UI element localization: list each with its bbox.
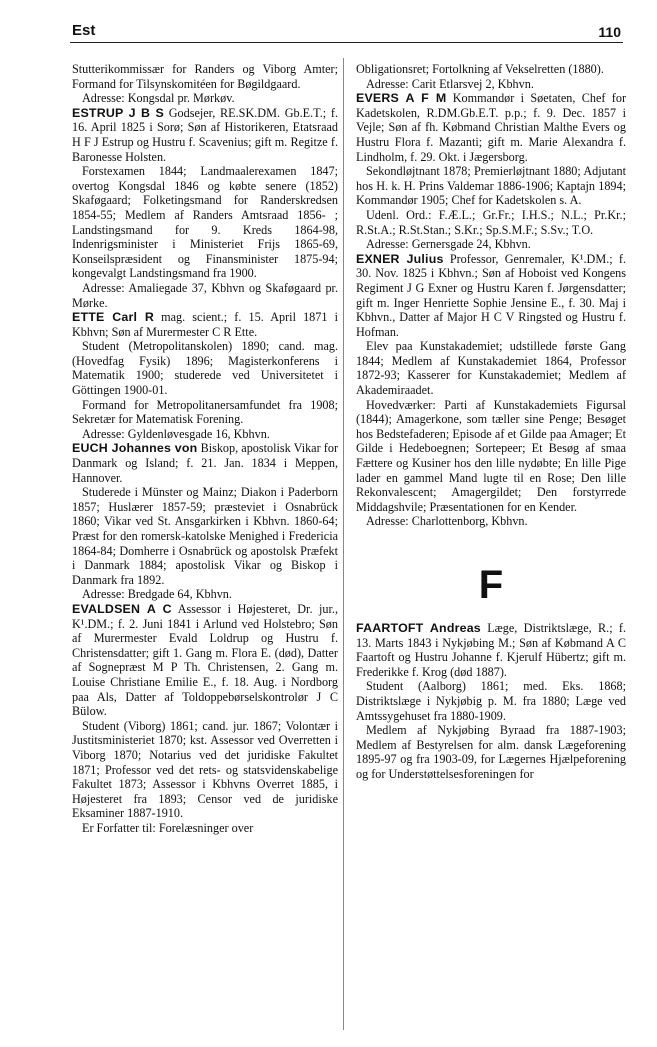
entry-paragraph: Studerede i Münster og Mainz; Diakon i Paderborn 1857; Huslærer 1857-59; præsteviet i Osnabrück 1860; Vikar ved St. Ansgarkirken i Kbhvn. 1860-64; Præst for den romersk-katolske Menighed i Fredericia 1864-84; Domherre i Osnabrück og apostolsk Præfekt i Danmark 1884; apostolisk Vikar og Biskop i Danmark fra 1892. bbox=[72, 485, 338, 587]
entry-intro: Kommandør i Søetaten, Chef for Kadetskolen, R.DM.Gb.E.T. p.p.; f. 9. Dec. 1857 i Vejle; Søn af fh. Købmand Christian Malthe Evers og Hustru Flora f. Mazanti; gift m. Marie Alexandra f. Lindholm, f. 29. Okt. i Jægersborg. bbox=[356, 91, 627, 164]
entry-exner bbox=[356, 252, 626, 529]
entry-address: Adresse: Gyldenløvesgade 16, Kbhvn. bbox=[82, 426, 270, 441]
entry-paragraph: Elev paa Kunstakademiet; udstillede første Gang 1844; Medlem af Kunstakademiet 1864, Professor 1872-93; Kasserer for Kunstakademiet; Medlem af Akademiraadet. bbox=[356, 339, 626, 398]
entry-intro: Biskop, apostolisk Vikar for Danmark og Island; f. 21. Jan. 1834 i Meppen, Hannover. bbox=[72, 441, 338, 485]
entry-headword: ETTE Carl R bbox=[72, 310, 154, 325]
entry-faartoft bbox=[356, 621, 626, 782]
entry-headword: FAARTOFT Andreas bbox=[356, 621, 481, 635]
entry-headword: EXNER Julius bbox=[356, 251, 444, 266]
entry-evers bbox=[356, 91, 626, 252]
entry-paragraph: Student (Aalborg) 1861; med. Eks. 1868; Distriktslæge i Nykjøbig p. M. fra 1880; Læge ved Amtssygehuset fra 1880-1909. bbox=[356, 679, 626, 723]
running-header bbox=[70, 14, 623, 43]
continued-entry bbox=[356, 62, 626, 91]
entry-paragraph: Sekondløjtnant 1878; Premierløjtnant 1880; Adjutant hos H. k. H. Prins Valdemar 1886-1906; Kaptajn 1894; Kommandør 1905; Chef for Kadetskolen s. A. bbox=[356, 164, 626, 208]
left-column bbox=[72, 62, 338, 835]
entry-headword: EUCH Johannes von bbox=[72, 441, 198, 456]
entry-headword: ESTRUP J B S bbox=[72, 105, 164, 120]
entry-headword: EVERS A F M bbox=[356, 91, 447, 106]
entry-estrup bbox=[72, 106, 338, 310]
entry-address: Adresse: Charlottenborg, Kbhvn. bbox=[366, 514, 528, 529]
entry-address: Adresse: Gernersgade 24, Kbhvn. bbox=[366, 237, 531, 252]
entry-address: Adresse: Bredgade 64, Kbhvn. bbox=[82, 587, 232, 602]
continued-text: Obligationsret; Fortolkning af Vekselretten (1880). bbox=[356, 62, 604, 76]
entry-paragraph: Udenl. Ord.: F.Æ.L.; Gr.Fr.; I.H.S.; N.L.; Pr.Kr.; R.St.A.; R.St.Stan.; S.Kr.; Sp.S.M.F.; S.Sv.; T.O. bbox=[356, 207, 626, 237]
entry-paragraph: Er Forfatter til: Forelæsninger over bbox=[82, 820, 254, 835]
entry-evaldsen bbox=[72, 602, 338, 836]
entry-headword: EVALDSEN A C bbox=[72, 601, 172, 616]
entry-paragraph: Medlem af Nykjøbing Byraad fra 1887-1903; Medlem af Bestyrelsen for alm. dansk Lægeforening 1895-97 og fra 1903-09, for Lægernes Hjælpeforening og for Understøttelsesforeningen for bbox=[356, 723, 626, 781]
entry-paragraph: Hovedværker: Parti af Kunstakademiets Figursal (1844); Amagerkone, som tæller sine Penge; Besøget hos Bedstefaderen; Episode af et Gilde paa Amager; Et Gilde i Hedeboegnen; Sortepeer; Et Besøg af smaa Fættere og Kusiner hos den lille nydøbte; En lille Pige lader en gammel Mand lugte til en Rose; Den lille Rekonvalescent; Amagergildet; Den forstyrrede Middagshvile; Præsentationen for en Kender. bbox=[356, 397, 626, 514]
section-letter: F bbox=[478, 563, 504, 607]
entry-intro: Godsejer, RE.SK.DM. Gb.E.T.; f. 16. April 1825 i Sorø; Søn af Historikeren, Etatsraad H F J Estrup og Hustru f. Scavenius; gift m. Regitze f. Baronesse Holsten. bbox=[72, 105, 339, 164]
entry-address: Adresse: Amaliegade 37, Kbhvn og Skaføgaard pr. Mørke. bbox=[72, 280, 338, 310]
continued-entry bbox=[72, 62, 338, 106]
entry-intro: mag. scient.; f. 15. April 1871 i Kbhvn; Søn af Murermester C R Ette. bbox=[72, 310, 338, 339]
running-head: Est bbox=[72, 22, 96, 39]
entry-intro: Assessor i Højesteret, Dr. jur., K¹.DM.; f. 2. Juni 1841 i Arlund ved Holstebro; Søn af Murermester Evald Loldrup og Hustru f. Christensdatter; gift 1. Gang m. Flora E. (død), Datter af Sognepræst M P Th. Christensen, 2. Gang m. Louise Christiane Emilie E., f. 18. Aug. i Nordborg paa Als, Datter af Toldoppebørselskontrolør J C Bülow. bbox=[72, 601, 339, 719]
entry-paragraph: Student (Viborg) 1861; cand. jur. 1867; Volontær i Justitsministeriet 1870; kst. Assessor ved Overretten i Viborg 1870; Notarius ved det juridiske Fakultet 1871; Professor ved det rets- og statsvidenskabelige Fakultet 1873; Assessor i Kbhvns Overret 1885, i Højesteret fra 1893; Censor ved de juridiske Eksaminer 1887-1910. bbox=[72, 718, 338, 821]
entry-intro: Professor, Genremaler, K¹.DM.; f. 30. Nov. 1825 i Kbhvn.; Søn af Hoboist ved Kongens Regiment J G Exner og Hustru Karen f. Jørgensdatter; gift m. Inger Henriette Sophie Jensine E., f. 30. Maj i Kbhvn., Datter af Major H C V Ringsted og Hustru f. Hofman. bbox=[356, 251, 626, 339]
entry-paragraph: Forstexamen 1844; Landmaalerexamen 1847; overtog Kongsdal 1846 og købte senere (1852) Skaføgaard; Folketingsmand for Randerskredsen 1854-55; Medlem af Randers Amtsraad 1856- ; Landstingsmand for 9. Kreds 1864-98, Indenrigsminister i Ministeriet Frijs 1865-69, Konseilspræsident og Finansminister 1875-94; kongevalgt Landstingsmand fra 1900. bbox=[72, 164, 338, 281]
column-divider bbox=[343, 58, 344, 1030]
entry-paragraph: Formand for Metropolitanersamfundet fra 1908; Sekretær for Matematisk Forening. bbox=[72, 397, 338, 427]
entry-euch bbox=[72, 441, 338, 602]
page-number: 110 bbox=[598, 24, 621, 40]
right-column bbox=[356, 62, 626, 782]
entry-intro: Læge, Distriktslæge, R.; f. 13. Marts 1843 i Nykjøbing M.; Søn af Købmand A C Faartoft og Hustru Johanne f. Kjerulf Hübertz; gift m. Frederikke f. Krog (død 1887). bbox=[356, 621, 627, 679]
continued-address: Adresse: Kongsdal pr. Mørkøv. bbox=[82, 91, 235, 106]
continued-text: Stutterikommissær for Randers og Viborg Amter; Formand for Tilsynskomitéen for Bøgildgaard. bbox=[72, 62, 338, 91]
entry-ette bbox=[72, 310, 338, 441]
entry-paragraph: Student (Metropolitanskolen) 1890; cand. mag. (Hovedfag Fysik) 1896; Magisterkonferens i Matematik 1900; studerede ved Universitetet i Göttingen 1900-01. bbox=[72, 339, 338, 398]
continued-address: Adresse: Carit Etlarsvej 2, Kbhvn. bbox=[366, 76, 534, 91]
